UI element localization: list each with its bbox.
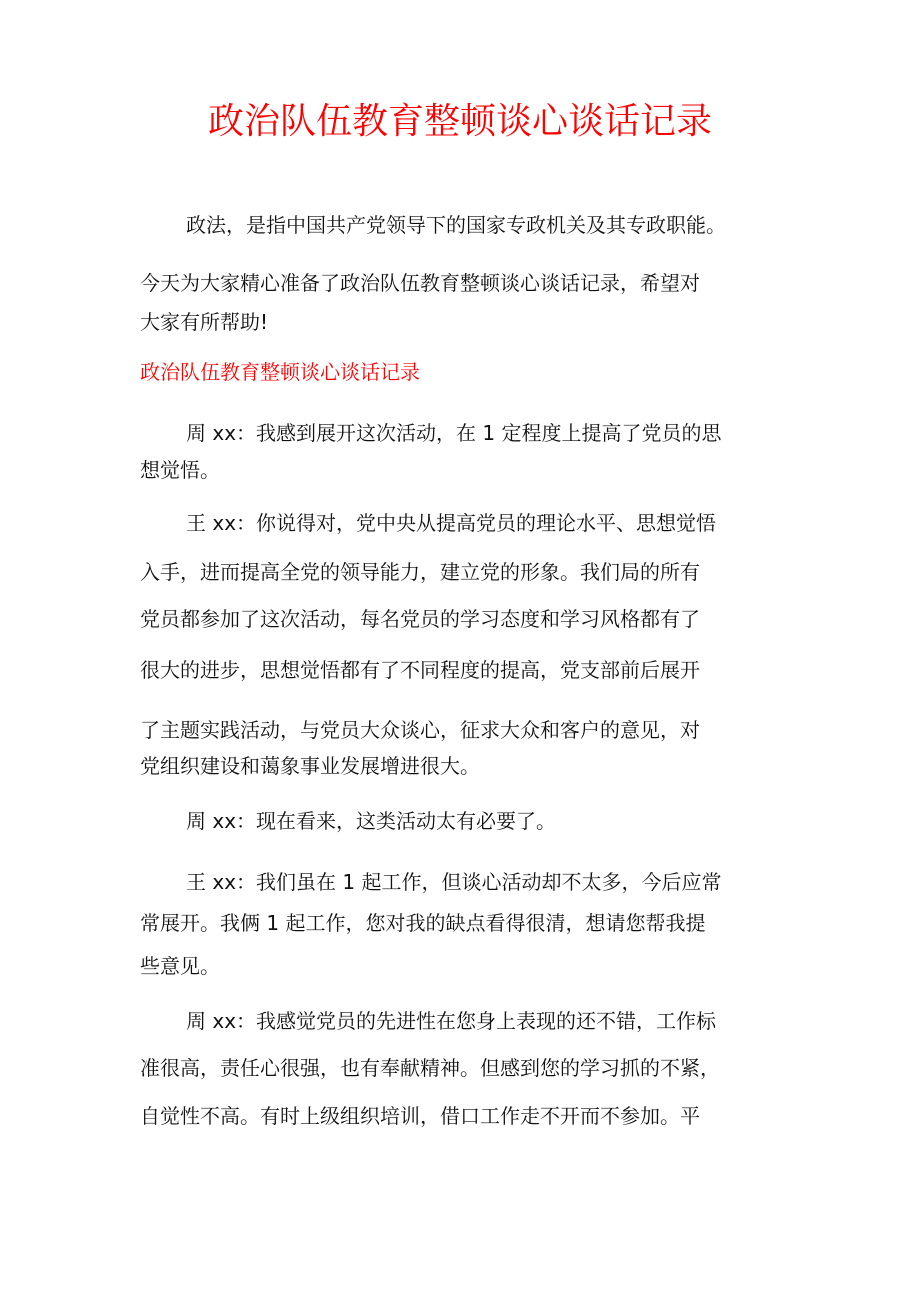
- dialogue-line: 些意见。: [140, 954, 220, 978]
- dialogue-line: 准很高，责任心很强，也有奉献精神。但感到您的学习抓的不紧，: [140, 1056, 720, 1080]
- dialogue-line: 党组织建设和蔼象事业发展增进很大。: [140, 754, 480, 778]
- intro-paragraph-line: 今天为大家精心准备了政治队伍教育整顿谈心谈话记录，希望对: [140, 271, 700, 295]
- dialogue-line: 周 xx：现在看来，这类活动太有必要了。: [186, 809, 557, 833]
- intro-paragraph-line: 政法，是指中国共产党领导下的国家专政机关及其专政职能。: [186, 213, 726, 237]
- dialogue-line: 常展开。我俩 1 起工作，您对我的缺点看得很清，想请您帮我提: [140, 911, 706, 935]
- intro-paragraph-line: 大家有所帮助!: [140, 310, 269, 334]
- dialogue-line: 周 xx：我感觉党员的先进性在您身上表现的还不错，工作标: [186, 1009, 717, 1033]
- dialogue-line: 自觉性不高。有时上级组织培训，借口工作走不开而不参加。平: [140, 1104, 700, 1128]
- dialogue-line: 想觉悟。: [140, 458, 220, 482]
- dialogue-line: 了主题实践活动，与党员大众谈心，征求大众和客户的意见，对: [140, 718, 700, 742]
- dialogue-line: 周 xx：我感到展开这次活动，在 1 定程度上提高了党员的思: [186, 421, 722, 445]
- document-title: 政治队伍教育整顿谈心谈话记录: [207, 101, 712, 142]
- dialogue-line: 王 xx：你说得对，党中央从提高党员的理论水平、思想觉悟: [186, 511, 717, 535]
- dialogue-line: 党员都参加了这次活动，每名党员的学习态度和学习风格都有了: [140, 607, 700, 631]
- dialogue-line: 入手，进而提高全党的领导能力，建立党的形象。我们局的所有: [140, 560, 700, 584]
- section-heading: 政治队伍教育整顿谈心谈话记录: [140, 360, 420, 384]
- dialogue-line: 很大的进步，思想觉悟都有了不同程度的提高，党支部前后展开: [140, 658, 700, 682]
- dialogue-line: 王 xx：我们虽在 1 起工作，但谈心活动却不太多，今后应常: [186, 870, 722, 894]
